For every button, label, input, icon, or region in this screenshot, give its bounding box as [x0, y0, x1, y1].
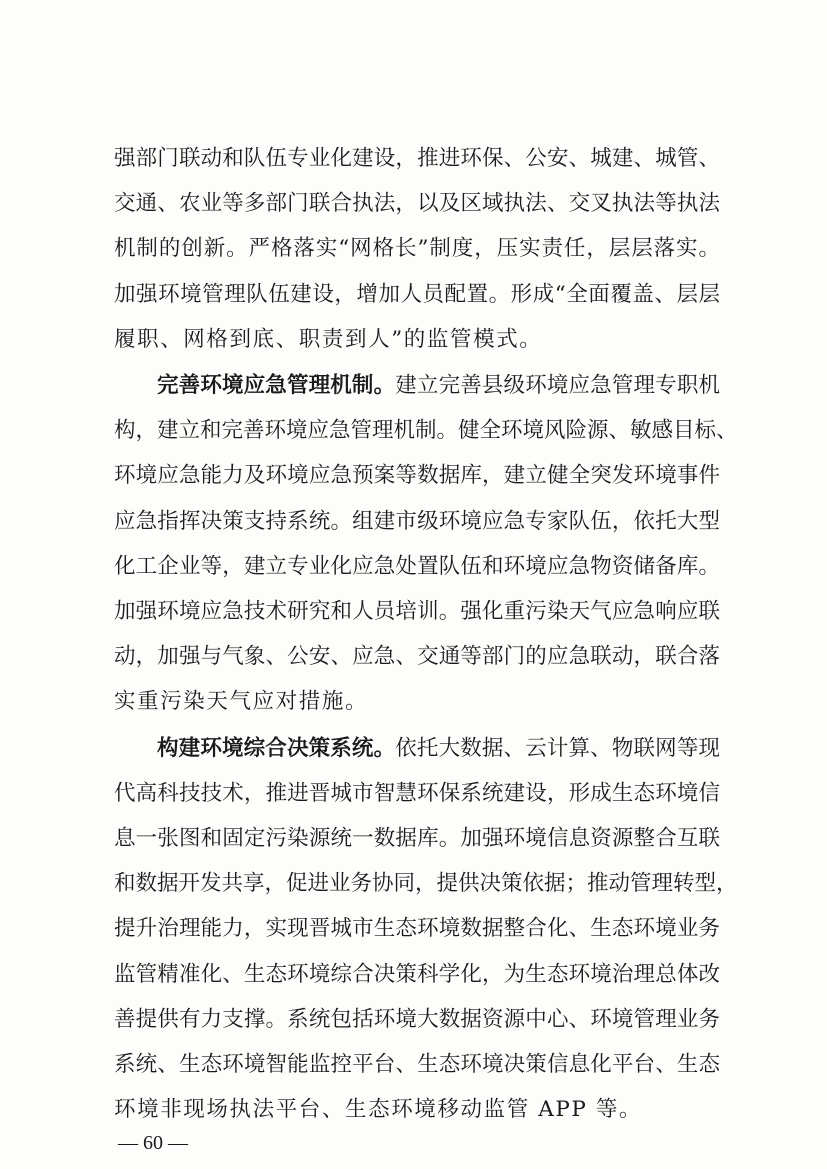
text-line: 动，加强与气象、公安、应急、交通等部门的应急联动，联合落: [114, 644, 720, 670]
section-heading: 构建环境综合决策系统。: [157, 735, 396, 761]
text-run: 依托大数据、云计算、物联网等现: [395, 735, 720, 761]
paragraph-first-line: [157, 729, 720, 769]
text-line: 息一张图和固定污染源统一数据库。加强环境信息资源整合互联: [114, 826, 720, 851]
page-number: — 60 —: [118, 1132, 188, 1155]
paragraph-first-line: [157, 366, 720, 406]
text-line: 强部门联动和队伍专业化建设，推进环保、公安、城建、城管、: [114, 146, 720, 171]
text-line: 化工企业等，建立专业化应急处置队伍和环境应急物资储备库。: [114, 553, 720, 579]
text-line: 机制的创新。严格落实“网格长”制度，压实责任，层层落实。: [114, 236, 720, 262]
section-heading: 完善环境应急管理机制。: [157, 373, 396, 398]
text-line: 加强环境应急技术研究和人员培训。强化重污染天气应急响应联: [114, 599, 720, 624]
text-run: 建立完善县级环境应急管理专职机: [395, 373, 720, 398]
text-line: 交通、农业等多部门联合执法，以及区域执法、交叉执法等执法: [114, 191, 720, 217]
text-line: 加强环境管理队伍建设，增加人员配置。形成“全面覆盖、层层: [114, 281, 720, 307]
text-line: 善提供有力支撑。系统包括环境大数据资源中心、环境管理业务: [114, 1006, 720, 1032]
text-line: 环境非现场执法平台、生态环境移动监管 APP 等。: [114, 1097, 643, 1123]
text-line: 和数据开发共享，促进业务协同，提供决策依据；推动管理转型，: [114, 871, 738, 897]
text-line: 系统、生态环境智能监控平台、生态环境决策信息化平台、生态: [114, 1052, 720, 1077]
text-line: 代高科技技术，推进晋城市智慧环保系统建设，形成生态环境信: [114, 780, 720, 806]
text-line: 提升治理能力，实现晋城市生态环境数据整合化、生态环境业务: [114, 916, 720, 942]
text-line: 监管精准化、生态环境综合决策科学化，为生态环境治理总体改: [114, 961, 720, 987]
text-line: 实重污染天气应对措施。: [114, 689, 369, 715]
text-line: 应急指挥决策支持系统。组建市级环境应急专家队伍，依托大型: [114, 508, 720, 534]
text-line: 环境应急能力及环境应急预案等数据库，建立健全突发环境事件: [114, 463, 720, 489]
text-line: 构，建立和完善环境应急管理机制。健全环境风险源、敏感目标、: [114, 418, 738, 444]
text-line: 履职、网格到底、职责到人”的监管模式。: [114, 326, 543, 352]
